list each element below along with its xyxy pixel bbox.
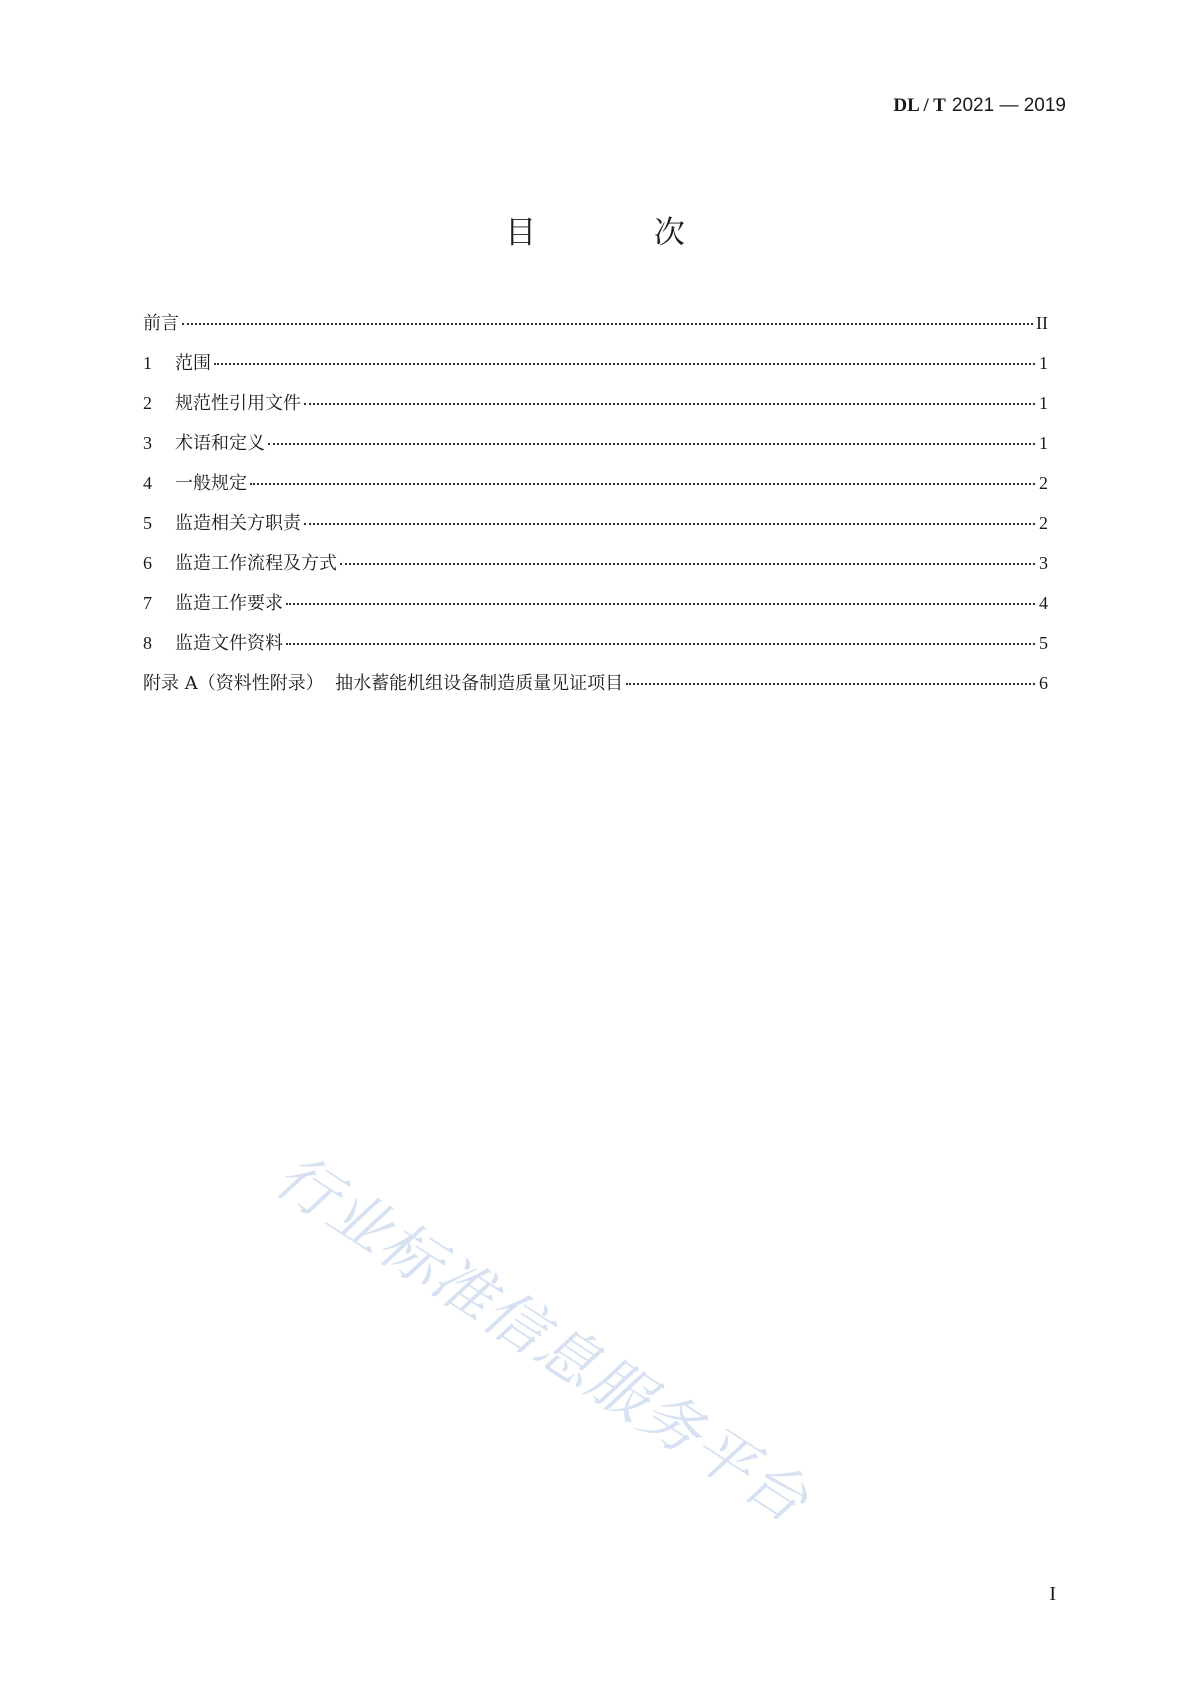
watermark-text: 行业标准信息服务平台: [262, 1140, 821, 1538]
toc-leader-dots: [304, 523, 1035, 525]
toc-entry-number: 1: [143, 353, 152, 373]
toc-entry-number: 3: [143, 433, 152, 453]
toc-entry-6[interactable]: [143, 549, 1048, 589]
toc-entry-label: 监造工作流程及方式: [175, 553, 337, 574]
toc-entry-1[interactable]: [143, 349, 1048, 389]
toc-entry-number: 8: [143, 633, 152, 653]
toc-leader-dots: [304, 403, 1035, 405]
toc-entry-label: 监造文件资料: [175, 633, 283, 654]
toc-entry-page: 5: [1039, 633, 1048, 653]
toc-entry-2[interactable]: [143, 389, 1048, 429]
toc-entry-label: 术语和定义: [175, 433, 265, 454]
toc-entry-page: 1: [1039, 393, 1048, 413]
toc-entry-page: 1: [1039, 433, 1048, 453]
table-of-contents: [143, 309, 1048, 709]
toc-entry-foreword[interactable]: [143, 309, 1048, 349]
toc-entry-page: 4: [1039, 593, 1048, 613]
toc-leader-dots: [286, 603, 1035, 605]
toc-entry-page: 2: [1039, 473, 1048, 493]
toc-leader-dots: [250, 483, 1035, 485]
toc-leader-dots: [268, 443, 1035, 445]
toc-entry-appendix-a[interactable]: [143, 669, 1048, 709]
toc-entry-page: 6: [1039, 673, 1048, 693]
toc-entry-7[interactable]: [143, 589, 1048, 629]
toc-entry-number: 2: [143, 393, 152, 413]
toc-entry-label: 一般规定: [175, 473, 247, 494]
toc-entry-label: 监造工作要求: [175, 593, 283, 614]
toc-entry-label: 范围: [175, 353, 211, 374]
standard-code: [893, 94, 1066, 117]
toc-title: 目 次: [505, 215, 739, 251]
toc-entry-number: 4: [143, 473, 152, 493]
standard-code-number: 2021 — 2019: [951, 95, 1066, 116]
toc-entry-page: 1: [1039, 353, 1048, 373]
toc-entry-page: 3: [1039, 553, 1048, 573]
toc-leader-dots: [182, 323, 1033, 325]
toc-leader-dots: [286, 643, 1035, 645]
toc-entry-4[interactable]: [143, 469, 1048, 509]
toc-leader-dots: [626, 683, 1035, 685]
toc-entry-page: II: [1036, 313, 1048, 333]
toc-entry-5[interactable]: [143, 509, 1048, 549]
toc-entry-number: 6: [143, 553, 152, 573]
toc-entry-label: 规范性引用文件: [175, 393, 301, 414]
toc-entry-8[interactable]: [143, 629, 1048, 669]
standard-code-prefix: DL / T: [893, 95, 946, 116]
toc-entry-label: 附录 A（资料性附录） 抽水蓄能机组设备制造质量见证项目: [143, 673, 624, 694]
toc-entry-page: 2: [1039, 513, 1048, 533]
toc-entry-label: 前言: [143, 313, 179, 334]
toc-leader-dots: [214, 363, 1035, 365]
toc-entry-label: 监造相关方职责: [175, 513, 301, 534]
page-number: I: [1049, 1583, 1056, 1605]
toc-entry-3[interactable]: [143, 429, 1048, 469]
toc-leader-dots: [340, 563, 1035, 565]
toc-entry-number: 7: [143, 593, 152, 613]
toc-entry-number: 5: [143, 513, 152, 533]
